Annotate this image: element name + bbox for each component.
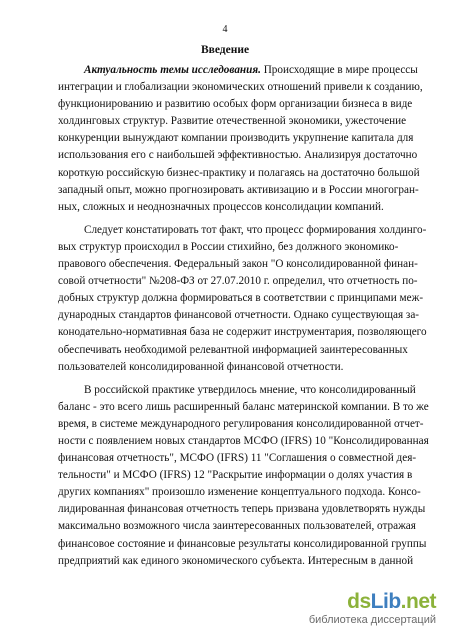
text-line [58, 130, 414, 147]
text-line [58, 290, 424, 307]
text-line [58, 382, 416, 399]
text-line [58, 62, 418, 79]
line-text: холдинговых структур. Развитие отечественной экономики, ужесточение [58, 115, 407, 128]
text-line [58, 324, 427, 341]
line-text: обеспечивать необходимой релевантной информацией заинтересованных [58, 343, 408, 356]
line-text: совой отчетности" №208-ФЗ от 27.07.2010 г. определил, что отчетность по- [58, 275, 418, 288]
line-text: финансовая отчетность", МСФО (IFRS) 11 "Соглашения о совместной дея- [58, 452, 417, 465]
line-text: максимально возможного числа заинтересованных пользователей, отражая [58, 520, 416, 533]
text-line [58, 484, 421, 501]
line-text: правового обеспечения. Федеральный закон "О консолидированной финан- [58, 258, 418, 271]
line-text: использования его с наибольшей эффективностью. Анализируя достаточно [58, 149, 418, 162]
paragraph [58, 222, 427, 376]
watermark-logo-net: net [406, 590, 436, 613]
text-line [58, 273, 418, 290]
text-line [58, 239, 399, 256]
text-line [58, 342, 408, 359]
line-text: интеграции и глобализации экономических отношений привели к созданию, [58, 81, 423, 94]
text-line [58, 222, 427, 239]
line-text: вых структур происходил в России стихийно, без должного экономико- [58, 240, 399, 253]
text-line [58, 96, 413, 113]
line-text: ности с появлением новых стандартов МСФО (IFRS) 10 "Консолидированная [58, 434, 429, 447]
text-line [58, 147, 418, 164]
watermark [272, 590, 440, 628]
line-text: других компаниях" произошло изменение концептуального подхода. Консо- [58, 486, 421, 499]
line-text: западный опыт, можно прогнозировать активизацию и в России многогран- [58, 183, 419, 196]
watermark-logo-lib: Lib [370, 590, 401, 613]
watermark-logo-dot: . [400, 590, 406, 613]
text-line [58, 359, 392, 376]
line-text: короткую российскую бизнес-практику и полагаясь на достаточно большой [58, 166, 420, 179]
line-text: ных, сложных и неоднозначных процессов консолидации компаний. [58, 200, 384, 213]
line-text: предприятий как единого экономического субъекта. Интересным в данной [58, 554, 414, 567]
lead-phrase: Актуальность темы исследования. [84, 64, 261, 76]
line-text: время, в системе международного регулирования консолидированной отчет- [58, 417, 424, 430]
line-text: тельности" и МСФО (IFRS) 12 "Раскрытие информации о долях участия в [58, 469, 413, 482]
line-text: конодательно-нормативная база не содержит инструментария, позволяющего [58, 326, 427, 339]
text-line [58, 518, 416, 535]
line-text: Происходящие в мире процессы [260, 64, 418, 76]
watermark-subtitle: библиотека диссертаций [308, 614, 436, 626]
paragraph [58, 382, 429, 570]
text-line [58, 433, 429, 450]
line-text: дународных стандартов финансовой отчетности. Однако существующая за- [58, 309, 420, 322]
line-text: В российской практике утвердилось мнение, что консолидированный [84, 383, 416, 396]
text-line [58, 416, 424, 433]
line-text: Следует констатировать тот факт, что процесс формирования холдинго- [84, 223, 427, 236]
section-heading: Введение [200, 44, 250, 56]
text-line [58, 165, 420, 182]
line-text: конкуренции вынуждают компании производить укрупнение капитала для [58, 132, 414, 145]
text-line [58, 553, 414, 570]
text-line [58, 501, 426, 518]
text-line [58, 536, 427, 553]
text-line [58, 307, 420, 324]
text-line [58, 182, 419, 199]
line-text: пользователей консолидированной финансовой отчетности. [58, 360, 344, 373]
line-text: финансовое состояние и финансовые результаты консолидированной группы [58, 537, 427, 550]
watermark-logo-ds: ds [347, 590, 371, 613]
line-text: лидированная финансовая отчетность теперь призвана удовлетворять нужды [58, 503, 426, 516]
text-line [58, 113, 407, 130]
document-body [58, 62, 429, 570]
text-line [58, 450, 417, 467]
line-text: функционированию и развитию особых форм организации бизнеса в виде [58, 98, 413, 111]
page-number: 4 [222, 24, 228, 35]
text-line [58, 199, 392, 216]
text-line [58, 79, 423, 96]
line-text: добных структур должна формироваться в соответствии с принципами меж- [58, 292, 424, 305]
paragraph [58, 62, 423, 216]
text-line [58, 467, 413, 484]
text-line [58, 256, 418, 273]
text-line [58, 399, 429, 416]
line-text: баланс - это всего лишь расширенный баланс материнской компании. В то же [58, 400, 429, 413]
watermark-logo [347, 590, 436, 614]
